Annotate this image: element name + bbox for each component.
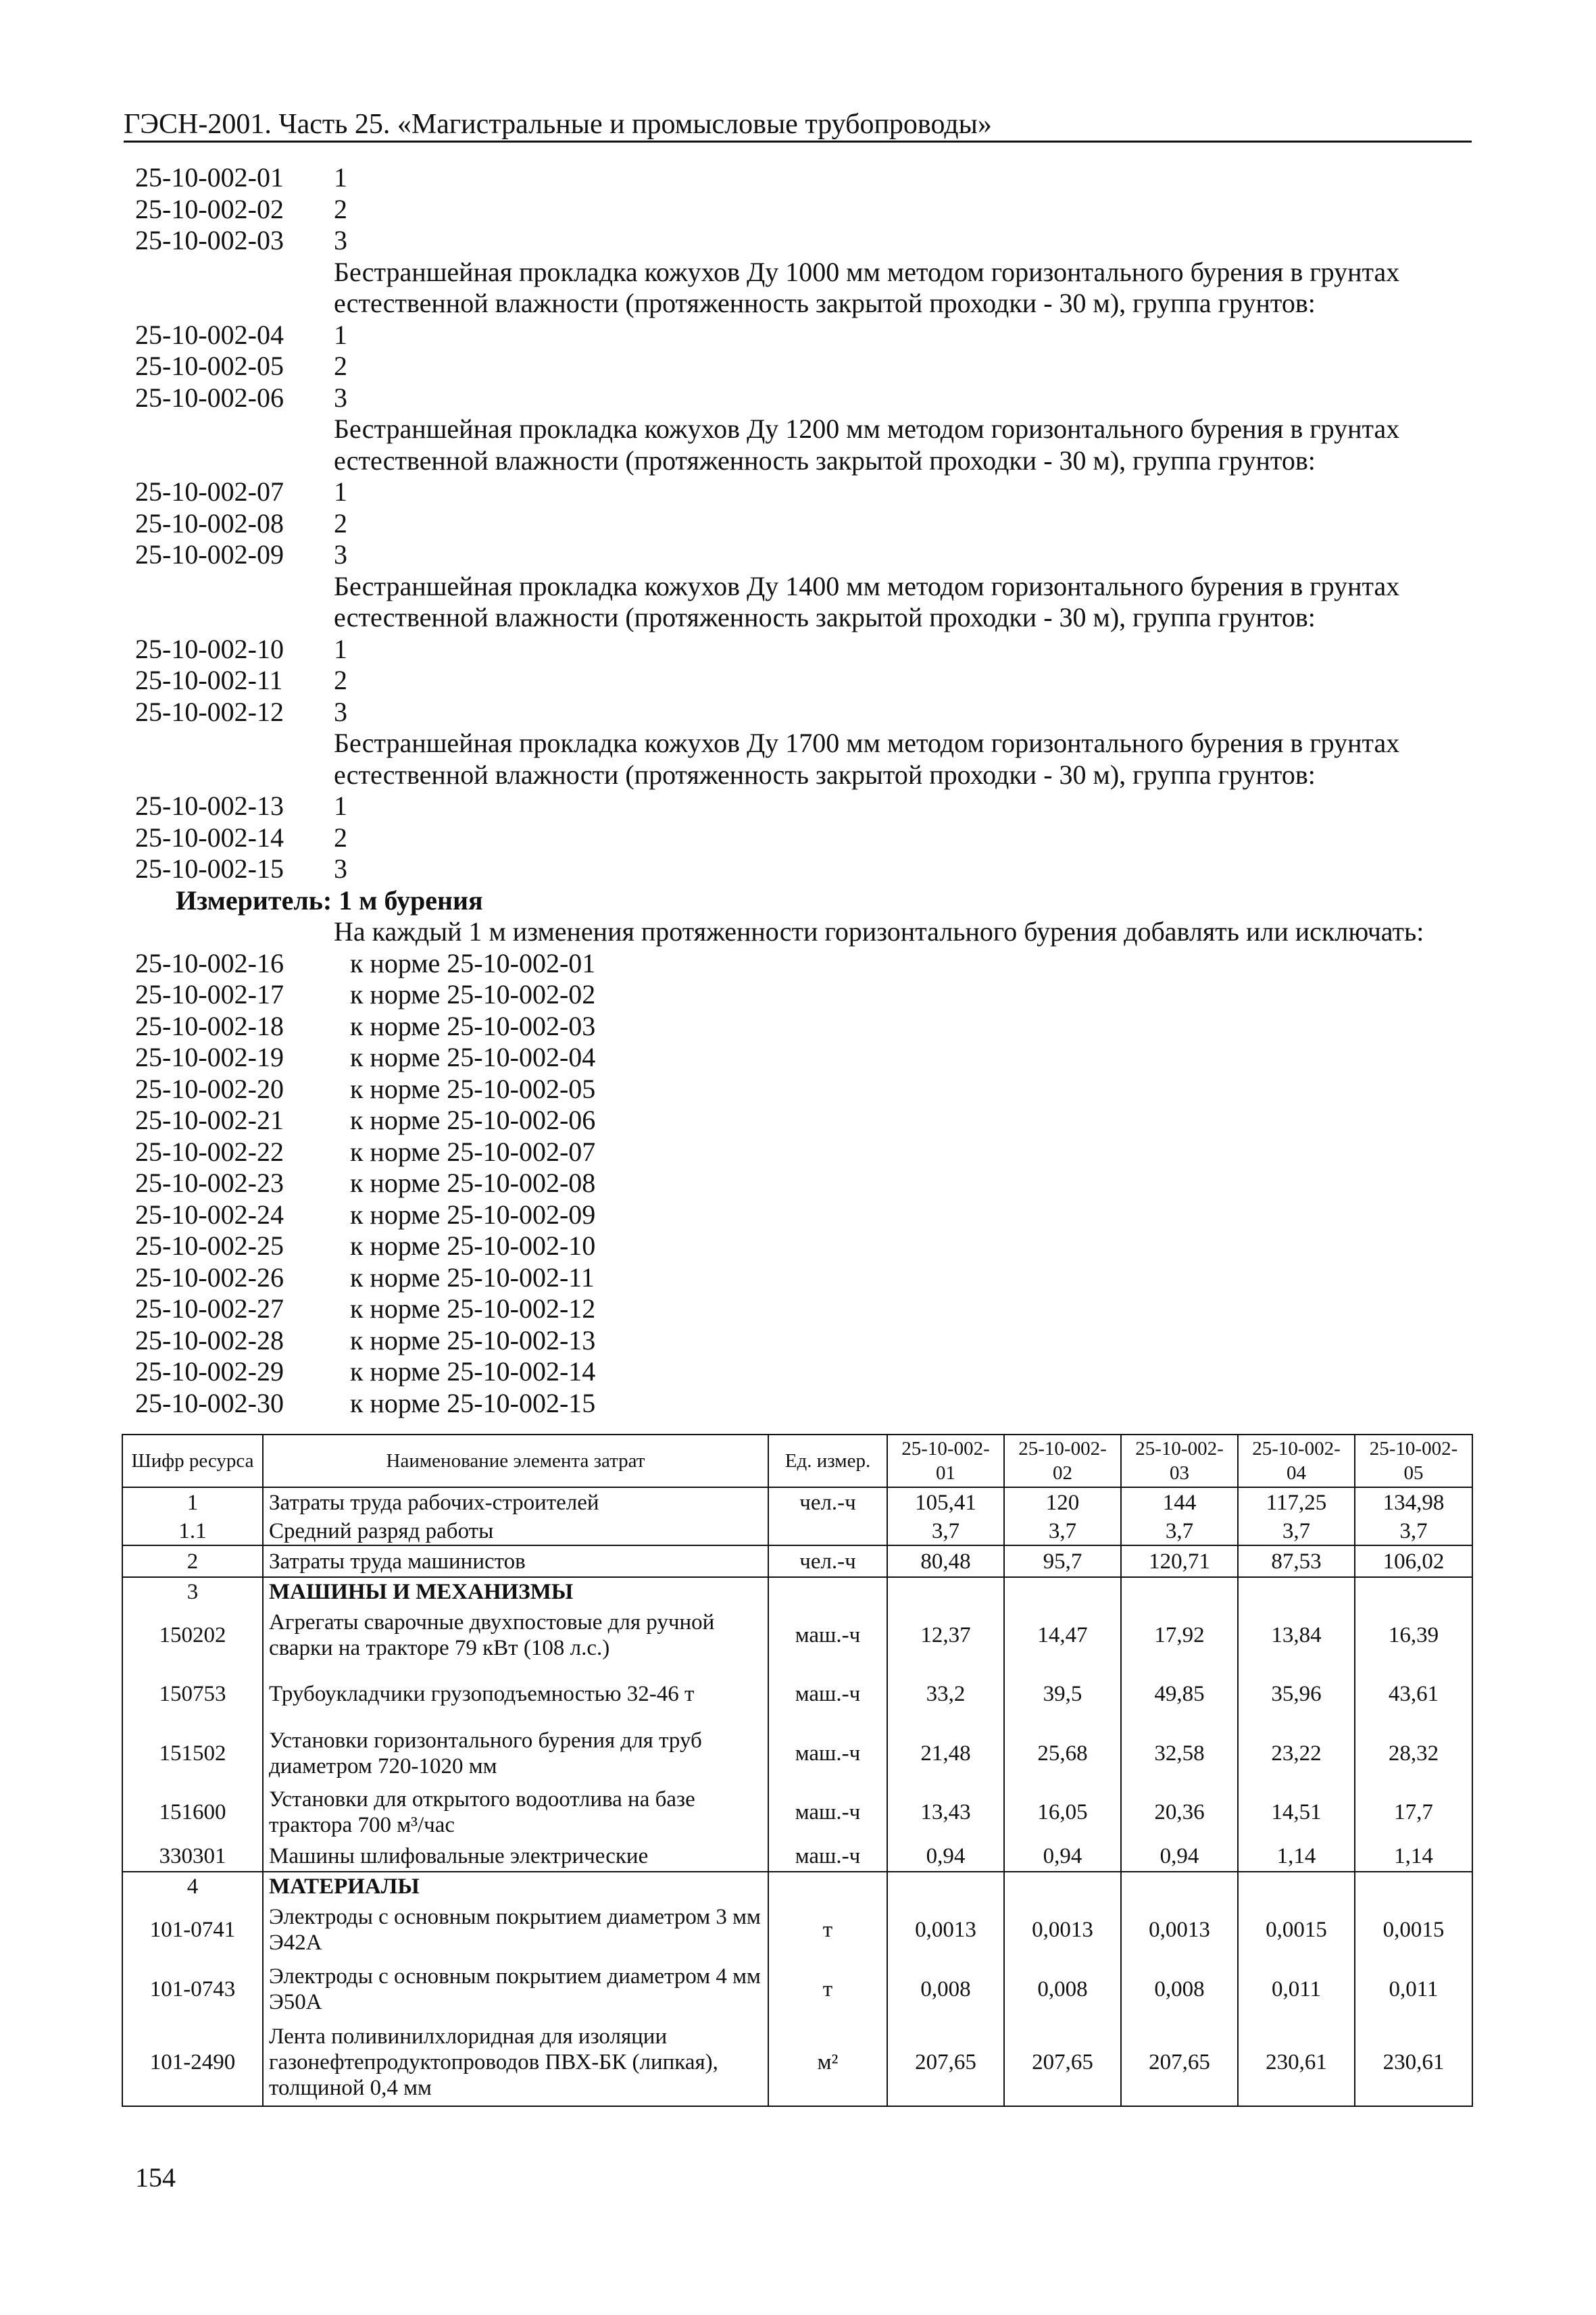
cell-name: Трубоукладчики грузоподъемностью 32-46 т xyxy=(263,1665,768,1724)
list-item xyxy=(135,602,1473,634)
norm-code: 25-10-002-30 xyxy=(135,1387,284,1418)
list-item xyxy=(135,1262,1473,1294)
list-item xyxy=(135,1168,1473,1199)
table-row xyxy=(122,1724,1472,1783)
cell-value: 0,0013 xyxy=(887,1901,1004,1960)
page-header: ГЭСН-2001. Часть 25. «Магистральные и промысловые трубопроводы» xyxy=(124,108,1472,143)
cell-code: 4 xyxy=(122,1872,263,1901)
norm-code: 25-10-002-25 xyxy=(135,1230,284,1261)
cell-value xyxy=(1238,1872,1355,1901)
norm-text: 3 xyxy=(334,539,347,570)
table-row xyxy=(122,1518,1472,1546)
norm-code: 25-10-002-20 xyxy=(135,1073,284,1104)
cell-value: 14,47 xyxy=(1004,1606,1121,1665)
table-row xyxy=(122,1841,1472,1872)
cell-value: 21,48 xyxy=(887,1724,1004,1783)
list-item xyxy=(135,1137,1473,1168)
cell-value: 13,84 xyxy=(1238,1606,1355,1665)
cell-value: 20,36 xyxy=(1121,1783,1238,1841)
norm-code: 25-10-002-12 xyxy=(135,696,284,727)
list-item xyxy=(135,822,1473,854)
cell-name: Электроды с основным покрытием диаметром 3 мм Э42А xyxy=(263,1901,768,1960)
list-item xyxy=(135,194,1473,226)
norm-text: к норме 25-10-002-01 xyxy=(350,947,596,978)
list-item xyxy=(135,539,1473,571)
norm-text: 2 xyxy=(334,822,347,853)
list-item xyxy=(135,697,1473,728)
table-row xyxy=(122,2018,1472,2106)
cell-value: 80,48 xyxy=(887,1545,1004,1577)
cell-code: 101-2490 xyxy=(122,2018,263,2106)
cell-unit: маш.-ч xyxy=(768,1606,887,1665)
table-group xyxy=(122,1577,1472,1872)
cell-code: 151600 xyxy=(122,1783,263,1841)
cell-value: 117,25 xyxy=(1238,1487,1355,1518)
norm-text: 3 xyxy=(334,382,347,413)
list-item xyxy=(135,634,1473,666)
list-item xyxy=(135,760,1473,791)
cell-value: 1,14 xyxy=(1238,1841,1355,1872)
cell-value: 207,65 xyxy=(887,2018,1004,2106)
col-header-norm-05: 25-10-002-05 xyxy=(1355,1435,1472,1487)
cell-name: МАШИНЫ И МЕХАНИЗМЫ xyxy=(263,1577,768,1606)
cell-value: 39,5 xyxy=(1004,1665,1121,1724)
norm-text: 3 xyxy=(334,225,347,255)
list-item xyxy=(135,445,1473,477)
col-header-norm-01: 25-10-002-01 xyxy=(887,1435,1004,1487)
norm-text: к норме 25-10-002-12 xyxy=(350,1293,596,1324)
norm-code: 25-10-002-07 xyxy=(135,476,284,507)
cell-value: 0,008 xyxy=(887,1960,1004,2018)
norm-text: естественной влажности (протяженность закрытой проходки - 30 м), группа грунтов: xyxy=(334,288,1316,318)
norm-code: 25-10-002-10 xyxy=(135,633,284,664)
cell-value xyxy=(887,1872,1004,1901)
cell-unit xyxy=(768,1872,887,1901)
list-item xyxy=(135,1356,1473,1388)
table-row xyxy=(122,1783,1472,1841)
norm-text: Бестраншейная прокладка кожухов Ду 1000 мм методом горизонтального бурения в грунтах xyxy=(334,256,1400,287)
cell-value: 0,0013 xyxy=(1121,1901,1238,1960)
table-group xyxy=(122,1487,1472,1545)
cell-name: Лента поливинилхлоридная для изоляции газонефтепродуктопроводов ПВХ-БК (липкая), толщиной 0,4 мм xyxy=(263,2018,768,2106)
norm-text: 2 xyxy=(334,193,347,224)
norm-text: 1 xyxy=(334,633,347,664)
norm-code: 25-10-002-17 xyxy=(135,979,284,1010)
table-group xyxy=(122,1545,1472,1577)
list-item xyxy=(135,257,1473,289)
norm-text: к норме 25-10-002-13 xyxy=(350,1324,596,1355)
cell-value: 49,85 xyxy=(1121,1665,1238,1724)
list-item xyxy=(135,1293,1473,1325)
norm-text: 2 xyxy=(334,351,347,381)
norm-text: естественной влажности (протяженность закрытой проходки - 30 м), группа грунтов: xyxy=(334,445,1316,476)
norm-text: к норме 25-10-002-14 xyxy=(350,1356,596,1387)
cell-value: 95,7 xyxy=(1004,1545,1121,1577)
cell-value: 3,7 xyxy=(1004,1518,1121,1546)
cell-code: 2 xyxy=(122,1545,263,1577)
list-item xyxy=(135,476,1473,508)
norm-code: 25-10-002-27 xyxy=(135,1293,284,1324)
list-item xyxy=(135,571,1473,603)
cell-unit: чел.-ч xyxy=(768,1545,887,1577)
norm-list xyxy=(135,162,1473,1419)
norm-text: 3 xyxy=(334,696,347,727)
col-header-name: Наименование элемента затрат xyxy=(263,1435,768,1487)
resource-table xyxy=(122,1434,1473,2107)
cell-name: Электроды с основным покрытием диаметром 4 мм Э50А xyxy=(263,1960,768,2018)
norm-text: На каждый 1 м изменения протяженности горизонтального бурения добавлять или исключать: xyxy=(334,916,1424,947)
cell-value xyxy=(1355,1577,1472,1606)
cell-name: Агрегаты сварочные двухпостовые для ручной сварки на тракторе 79 кВт (108 л.с.) xyxy=(263,1606,768,1665)
norm-code: 25-10-002-19 xyxy=(135,1042,284,1072)
list-item xyxy=(135,728,1473,760)
cell-value: 43,61 xyxy=(1355,1665,1472,1724)
cell-value: 0,0015 xyxy=(1355,1901,1472,1960)
norm-text: естественной влажности (протяженность закрытой проходки - 30 м), группа грунтов: xyxy=(334,759,1316,790)
cell-value: 0,008 xyxy=(1121,1960,1238,2018)
measure-unit xyxy=(135,885,1473,917)
table-group xyxy=(122,1872,1472,2106)
norm-text: к норме 25-10-002-08 xyxy=(350,1168,596,1198)
norm-code: 25-10-002-23 xyxy=(135,1168,284,1198)
norm-text: к норме 25-10-002-04 xyxy=(350,1042,596,1072)
cell-value xyxy=(1121,1872,1238,1901)
list-item xyxy=(135,1230,1473,1262)
cell-value: 1,14 xyxy=(1355,1841,1472,1872)
norm-code: 25-10-002-29 xyxy=(135,1356,284,1387)
cell-name: Установки горизонтального бурения для труб диаметром 720-1020 мм xyxy=(263,1724,768,1783)
cell-name: Машины шлифовальные электрические xyxy=(263,1841,768,1872)
cell-value: 120 xyxy=(1004,1487,1121,1518)
norm-code: 25-10-002-08 xyxy=(135,507,284,539)
norm-code: 25-10-002-01 xyxy=(135,162,284,193)
cell-value xyxy=(887,1577,1004,1606)
cell-value xyxy=(1004,1872,1121,1901)
norm-code: 25-10-002-21 xyxy=(135,1105,284,1135)
norm-code: 25-10-002-16 xyxy=(135,947,284,978)
table-row xyxy=(122,1545,1472,1577)
cell-value xyxy=(1121,1577,1238,1606)
cell-value: 0,008 xyxy=(1004,1960,1121,2018)
norm-code: 25-10-002-09 xyxy=(135,539,284,570)
cell-value: 0,94 xyxy=(1004,1841,1121,1872)
cell-value: 25,68 xyxy=(1004,1724,1121,1783)
cell-value: 32,58 xyxy=(1121,1724,1238,1783)
cell-unit: маш.-ч xyxy=(768,1841,887,1872)
norm-text: 2 xyxy=(334,507,347,539)
norm-text: к норме 25-10-002-09 xyxy=(350,1199,596,1230)
cell-value: 35,96 xyxy=(1238,1665,1355,1724)
table-row xyxy=(122,1665,1472,1724)
cell-code: 101-0741 xyxy=(122,1901,263,1960)
cell-value: 230,61 xyxy=(1238,2018,1355,2106)
cell-value: 17,92 xyxy=(1121,1606,1238,1665)
col-header-unit: Ед. измер. xyxy=(768,1435,887,1487)
list-item xyxy=(135,853,1473,885)
cell-value: 87,53 xyxy=(1238,1545,1355,1577)
list-item xyxy=(135,948,1473,980)
cell-unit xyxy=(768,1518,887,1546)
list-item xyxy=(135,351,1473,382)
cell-name: Затраты труда машинистов xyxy=(263,1545,768,1577)
cell-value: 120,71 xyxy=(1121,1545,1238,1577)
page-number: 154 xyxy=(135,2162,176,2193)
norm-code: 25-10-002-02 xyxy=(135,193,284,224)
list-item xyxy=(135,225,1473,257)
cell-value: 0,011 xyxy=(1238,1960,1355,2018)
norm-text: к норме 25-10-002-05 xyxy=(350,1073,596,1104)
cell-value: 0,0015 xyxy=(1238,1901,1355,1960)
cell-code: 101-0743 xyxy=(122,1960,263,2018)
norm-text: 1 xyxy=(334,162,347,193)
addition-note xyxy=(135,916,1473,948)
cell-code: 1 xyxy=(122,1487,263,1518)
cell-code: 330301 xyxy=(122,1841,263,1872)
cell-value xyxy=(1238,1577,1355,1606)
norm-text: к норме 25-10-002-11 xyxy=(350,1262,595,1293)
norm-text: к норме 25-10-002-07 xyxy=(350,1136,596,1167)
list-item xyxy=(135,288,1473,320)
cell-value: 3,7 xyxy=(1121,1518,1238,1546)
cell-unit xyxy=(768,1577,887,1606)
list-item xyxy=(135,1325,1473,1357)
cell-code: 150753 xyxy=(122,1665,263,1724)
cell-code: 150202 xyxy=(122,1606,263,1665)
cell-value: 134,98 xyxy=(1355,1487,1472,1518)
norm-text: к норме 25-10-002-03 xyxy=(350,1010,596,1041)
norm-code: 25-10-002-05 xyxy=(135,351,284,381)
norm-code: 25-10-002-06 xyxy=(135,382,284,413)
list-item xyxy=(135,1388,1473,1420)
cell-unit: чел.-ч xyxy=(768,1487,887,1518)
norm-code: 25-10-002-13 xyxy=(135,791,284,821)
cell-code: 151502 xyxy=(122,1724,263,1783)
cell-value: 14,51 xyxy=(1238,1783,1355,1841)
norm-code: 25-10-002-26 xyxy=(135,1262,284,1293)
norm-code: 25-10-002-15 xyxy=(135,853,284,884)
norm-code: 25-10-002-24 xyxy=(135,1199,284,1230)
list-item xyxy=(135,162,1473,194)
list-item xyxy=(135,979,1473,1011)
norm-text: 3 xyxy=(334,853,347,884)
norm-text: к норме 25-10-002-15 xyxy=(350,1387,596,1418)
norm-code: 25-10-002-18 xyxy=(135,1010,284,1041)
cell-name: Затраты труда рабочих-строителей xyxy=(263,1487,768,1518)
norm-text: Бестраншейная прокладка кожухов Ду 1700 мм методом горизонтального бурения в грунтах xyxy=(334,728,1400,758)
cell-name: МАТЕРИАЛЫ xyxy=(263,1872,768,1901)
cell-name: Установки для открытого водоотлива на базе трактора 700 м³/час xyxy=(263,1783,768,1841)
norm-text: к норме 25-10-002-10 xyxy=(350,1230,596,1261)
norm-text: 1 xyxy=(334,476,347,507)
table-row xyxy=(122,1872,1472,1901)
cell-value: 3,7 xyxy=(1355,1518,1472,1546)
list-item xyxy=(135,1074,1473,1105)
col-header-code: Шифр ресурса xyxy=(122,1435,263,1487)
cell-value: 3,7 xyxy=(1238,1518,1355,1546)
cell-value: 0,011 xyxy=(1355,1960,1472,2018)
table-row xyxy=(122,1606,1472,1665)
cell-value: 207,65 xyxy=(1121,2018,1238,2106)
cell-unit: маш.-ч xyxy=(768,1724,887,1783)
cell-code: 3 xyxy=(122,1577,263,1606)
list-item xyxy=(135,414,1473,445)
list-item xyxy=(135,1105,1473,1137)
cell-code: 1.1 xyxy=(122,1518,263,1546)
cell-unit: т xyxy=(768,1960,887,2018)
norm-code: 25-10-002-14 xyxy=(135,822,284,853)
cell-name: Средний разряд работы xyxy=(263,1518,768,1546)
list-item xyxy=(135,382,1473,414)
col-header-norm-03: 25-10-002-03 xyxy=(1121,1435,1238,1487)
cell-value: 13,43 xyxy=(887,1783,1004,1841)
cell-unit: маш.-ч xyxy=(768,1665,887,1724)
table-header-row xyxy=(122,1435,1472,1487)
norm-code: 25-10-002-28 xyxy=(135,1324,284,1355)
cell-value: 17,7 xyxy=(1355,1783,1472,1841)
norm-text: к норме 25-10-002-06 xyxy=(350,1105,596,1135)
cell-value: 12,37 xyxy=(887,1606,1004,1665)
list-item xyxy=(135,791,1473,822)
norm-text: Бестраншейная прокладка кожухов Ду 1200 мм методом горизонтального бурения в грунтах xyxy=(334,414,1400,444)
cell-value: 0,94 xyxy=(887,1841,1004,1872)
table-row xyxy=(122,1487,1472,1518)
col-header-norm-04: 25-10-002-04 xyxy=(1238,1435,1355,1487)
norm-code: 25-10-002-22 xyxy=(135,1136,284,1167)
norm-code: 25-10-002-03 xyxy=(135,225,284,255)
cell-value: 0,94 xyxy=(1121,1841,1238,1872)
cell-value: 28,32 xyxy=(1355,1724,1472,1783)
cell-value: 16,05 xyxy=(1004,1783,1121,1841)
norm-text: 1 xyxy=(334,319,347,350)
cell-unit: маш.-ч xyxy=(768,1783,887,1841)
norm-code: 25-10-002-04 xyxy=(135,319,284,350)
cell-value: 33,2 xyxy=(887,1665,1004,1724)
cell-value: 16,39 xyxy=(1355,1606,1472,1665)
cell-value: 106,02 xyxy=(1355,1545,1472,1577)
norm-text: естественной влажности (протяженность закрытой проходки - 30 м), группа грунтов: xyxy=(334,602,1316,632)
cell-unit: м² xyxy=(768,2018,887,2106)
cell-value: 23,22 xyxy=(1238,1724,1355,1783)
norm-text: Бестраншейная прокладка кожухов Ду 1400 мм методом горизонтального бурения в грунтах xyxy=(334,570,1400,601)
table-row xyxy=(122,1577,1472,1606)
norm-code: 25-10-002-11 xyxy=(135,665,283,695)
cell-value: 0,0013 xyxy=(1004,1901,1121,1960)
norm-text: 2 xyxy=(334,665,347,695)
table-row xyxy=(122,1901,1472,1960)
cell-value xyxy=(1355,1872,1472,1901)
list-item xyxy=(135,1199,1473,1231)
cell-value: 207,65 xyxy=(1004,2018,1121,2106)
list-item xyxy=(135,1011,1473,1043)
table-row xyxy=(122,1960,1472,2018)
cell-value xyxy=(1004,1577,1121,1606)
cell-value: 144 xyxy=(1121,1487,1238,1518)
list-item xyxy=(135,508,1473,540)
list-item xyxy=(135,320,1473,351)
list-item xyxy=(135,1042,1473,1074)
norm-text: Измеритель: 1 м бурения xyxy=(176,885,483,916)
cell-value: 3,7 xyxy=(887,1518,1004,1546)
cell-value: 105,41 xyxy=(887,1487,1004,1518)
cell-unit: т xyxy=(768,1901,887,1960)
list-item xyxy=(135,665,1473,697)
norm-text: к норме 25-10-002-02 xyxy=(350,979,596,1010)
norm-text: 1 xyxy=(334,791,347,821)
col-header-norm-02: 25-10-002-02 xyxy=(1004,1435,1121,1487)
cell-value: 230,61 xyxy=(1355,2018,1472,2106)
